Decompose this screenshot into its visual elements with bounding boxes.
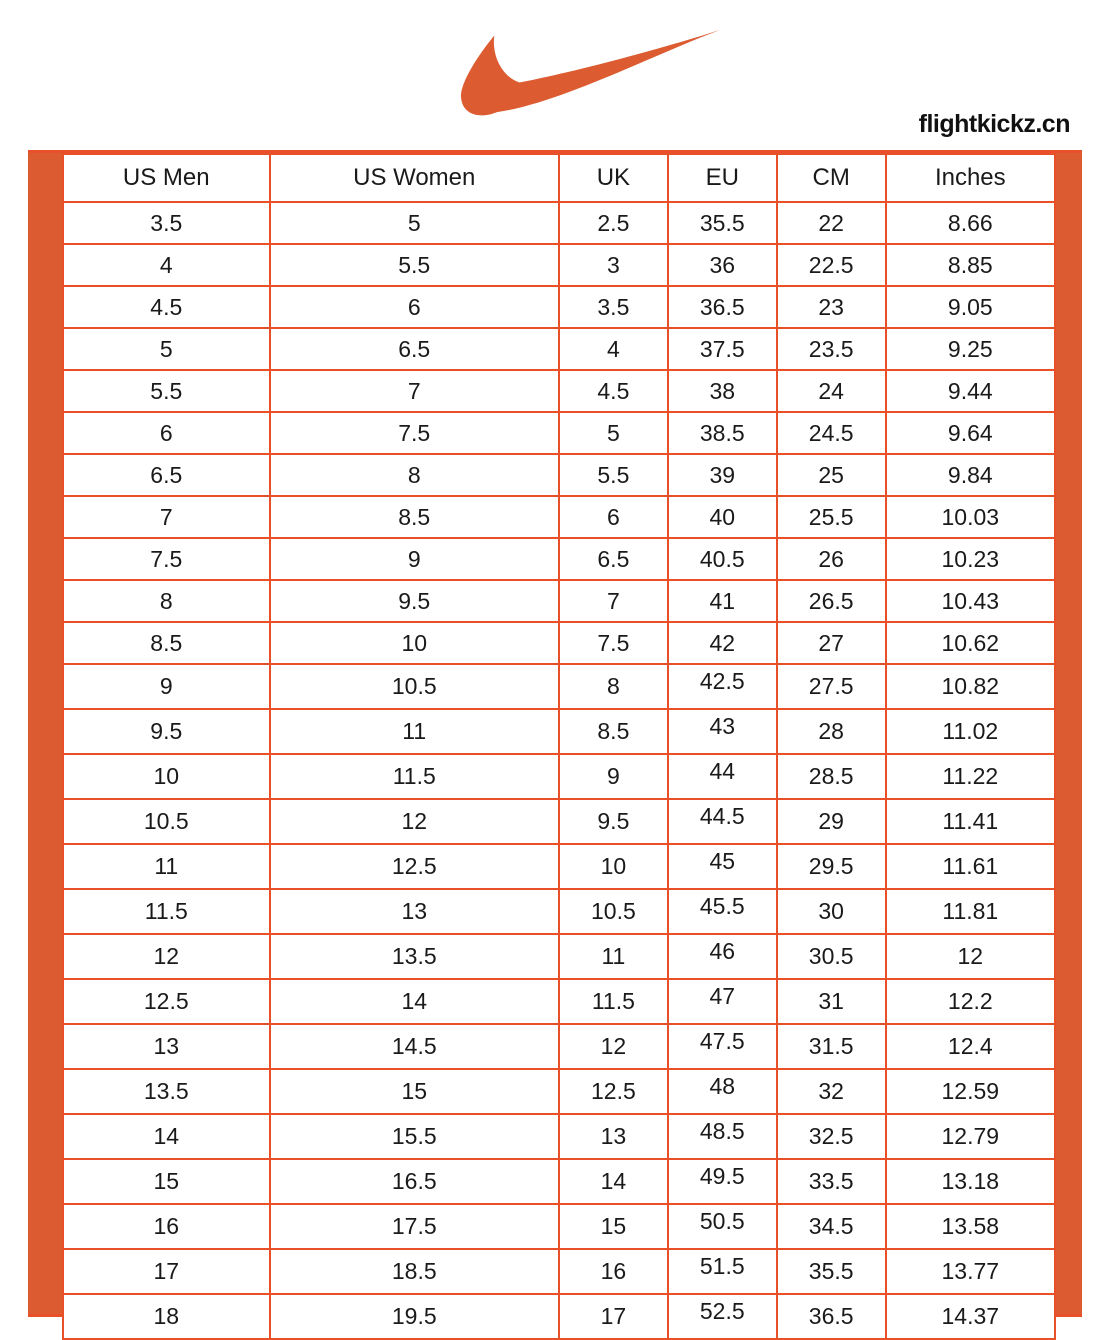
size-cell-eu: 43 [668,709,777,754]
size-cell-eu: 35.5 [668,202,777,244]
size-cell-cm: 36.5 [777,1294,886,1339]
column-header-us-women: US Women [270,154,559,202]
table-row [63,1159,1055,1204]
size-cell-us-women: 18.5 [270,1249,559,1294]
size-cell-us-women: 13.5 [270,934,559,979]
size-cell-uk: 9.5 [559,799,668,844]
size-cell-eu: 44 [668,754,777,799]
size-cell-us-women: 6 [270,286,559,328]
size-cell-us-women: 10 [270,622,559,664]
size-cell-us-men: 4 [63,244,270,286]
size-cell-eu: 37.5 [668,328,777,370]
size-cell-cm: 28.5 [777,754,886,799]
nike-swoosh-logo [452,28,722,122]
size-cell-us-men: 14 [63,1114,270,1159]
size-cell-us-men: 11 [63,844,270,889]
size-cell-us-women: 14 [270,979,559,1024]
table-row [63,1069,1055,1114]
table-row [63,844,1055,889]
table-row [63,979,1055,1024]
column-header-uk: UK [559,154,668,202]
table-body [63,202,1055,1339]
size-cell-cm: 30 [777,889,886,934]
table-row [63,1204,1055,1249]
table-row [63,799,1055,844]
size-cell-inches: 10.43 [886,580,1055,622]
size-cell-eu: 47.5 [668,1024,777,1069]
size-cell-us-women: 12.5 [270,844,559,889]
size-cell-us-women: 19.5 [270,1294,559,1339]
size-cell-inches: 10.03 [886,496,1055,538]
table-row [63,934,1055,979]
size-cell-cm: 22.5 [777,244,886,286]
size-cell-uk: 10.5 [559,889,668,934]
size-cell-us-women: 8.5 [270,496,559,538]
size-cell-us-men: 15 [63,1159,270,1204]
size-cell-uk: 3 [559,244,668,286]
table-row [63,496,1055,538]
size-cell-us-women: 12 [270,799,559,844]
size-cell-cm: 24.5 [777,412,886,454]
table-row [63,1294,1055,1339]
size-cell-eu: 46 [668,934,777,979]
size-cell-us-men: 9 [63,664,270,709]
size-cell-uk: 17 [559,1294,668,1339]
size-cell-uk: 4.5 [559,370,668,412]
size-cell-us-women: 9.5 [270,580,559,622]
size-cell-inches: 12.2 [886,979,1055,1024]
size-cell-eu: 42.5 [668,664,777,709]
size-cell-uk: 7.5 [559,622,668,664]
size-cell-cm: 23 [777,286,886,328]
size-cell-us-women: 15 [270,1069,559,1114]
column-header-inches: Inches [886,154,1055,202]
size-cell-cm: 28 [777,709,886,754]
size-cell-us-men: 13 [63,1024,270,1069]
size-cell-us-men: 11.5 [63,889,270,934]
column-header-us-men: US Men [63,154,270,202]
size-cell-eu: 51.5 [668,1249,777,1294]
size-cell-us-men: 12.5 [63,979,270,1024]
size-cell-inches: 12.59 [886,1069,1055,1114]
size-cell-eu: 38.5 [668,412,777,454]
size-cell-inches: 12.4 [886,1024,1055,1069]
size-cell-inches: 13.58 [886,1204,1055,1249]
size-cell-us-men: 5.5 [63,370,270,412]
size-cell-inches: 11.81 [886,889,1055,934]
size-cell-eu: 45 [668,844,777,889]
size-cell-eu: 47 [668,979,777,1024]
size-cell-eu: 40 [668,496,777,538]
table-row [63,889,1055,934]
size-cell-us-women: 7 [270,370,559,412]
size-cell-cm: 26 [777,538,886,580]
size-cell-us-men: 13.5 [63,1069,270,1114]
size-cell-cm: 33.5 [777,1159,886,1204]
size-cell-uk: 5 [559,412,668,454]
header-row [63,154,1055,202]
size-cell-inches: 13.77 [886,1249,1055,1294]
size-cell-cm: 30.5 [777,934,886,979]
size-cell-us-men: 6 [63,412,270,454]
size-cell-uk: 2.5 [559,202,668,244]
size-cell-cm: 29.5 [777,844,886,889]
table-row [63,709,1055,754]
size-cell-inches: 10.23 [886,538,1055,580]
size-cell-inches: 9.05 [886,286,1055,328]
size-cell-eu: 52.5 [668,1294,777,1339]
size-cell-us-women: 8 [270,454,559,496]
size-cell-us-men: 10.5 [63,799,270,844]
size-cell-us-men: 4.5 [63,286,270,328]
size-cell-us-men: 8 [63,580,270,622]
column-header-eu: EU [668,154,777,202]
size-cell-uk: 13 [559,1114,668,1159]
table-row [63,754,1055,799]
table-row [63,580,1055,622]
table-row [63,1249,1055,1294]
size-cell-us-men: 12 [63,934,270,979]
size-cell-uk: 6.5 [559,538,668,580]
size-cell-inches: 9.25 [886,328,1055,370]
table-row [63,286,1055,328]
size-cell-us-men: 5 [63,328,270,370]
size-cell-us-men: 6.5 [63,454,270,496]
size-cell-uk: 8 [559,664,668,709]
size-cell-cm: 26.5 [777,580,886,622]
size-cell-inches: 9.64 [886,412,1055,454]
size-cell-us-men: 7 [63,496,270,538]
size-cell-uk: 12.5 [559,1069,668,1114]
size-cell-us-men: 8.5 [63,622,270,664]
size-cell-inches: 8.85 [886,244,1055,286]
size-cell-us-women: 10.5 [270,664,559,709]
table-row [63,454,1055,496]
table-header [63,154,1055,202]
size-chart-table [62,153,1056,1340]
size-cell-us-women: 6.5 [270,328,559,370]
size-cell-eu: 44.5 [668,799,777,844]
size-cell-uk: 11 [559,934,668,979]
size-cell-us-women: 5 [270,202,559,244]
website-label: flightkickz.cn [918,110,1070,138]
size-cell-uk: 11.5 [559,979,668,1024]
size-cell-inches: 13.18 [886,1159,1055,1204]
size-cell-uk: 16 [559,1249,668,1294]
size-cell-inches: 11.41 [886,799,1055,844]
size-cell-eu: 45.5 [668,889,777,934]
size-cell-us-women: 11 [270,709,559,754]
size-cell-eu: 40.5 [668,538,777,580]
size-cell-uk: 5.5 [559,454,668,496]
table-row [63,244,1055,286]
size-cell-eu: 39 [668,454,777,496]
size-cell-cm: 25 [777,454,886,496]
size-cell-us-women: 5.5 [270,244,559,286]
size-cell-eu: 49.5 [668,1159,777,1204]
size-cell-us-women: 13 [270,889,559,934]
size-cell-us-women: 9 [270,538,559,580]
size-cell-inches: 12.79 [886,1114,1055,1159]
size-cell-inches: 14.37 [886,1294,1055,1339]
size-cell-inches: 10.62 [886,622,1055,664]
size-cell-inches: 9.44 [886,370,1055,412]
size-cell-uk: 8.5 [559,709,668,754]
size-cell-inches: 11.61 [886,844,1055,889]
size-cell-us-men: 3.5 [63,202,270,244]
size-cell-cm: 34.5 [777,1204,886,1249]
size-cell-us-men: 10 [63,754,270,799]
table-row [63,1024,1055,1069]
size-cell-uk: 14 [559,1159,668,1204]
size-cell-eu: 48.5 [668,1114,777,1159]
size-cell-uk: 3.5 [559,286,668,328]
table-row [63,664,1055,709]
table-row [63,370,1055,412]
table-row [63,328,1055,370]
table-row [63,538,1055,580]
size-cell-uk: 9 [559,754,668,799]
size-cell-inches: 11.02 [886,709,1055,754]
table-row [63,412,1055,454]
right-accent-bar [1056,153,1082,1314]
size-cell-uk: 15 [559,1204,668,1249]
size-cell-eu: 50.5 [668,1204,777,1249]
column-header-cm: CM [777,154,886,202]
size-cell-cm: 23.5 [777,328,886,370]
table-row [63,202,1055,244]
size-cell-cm: 24 [777,370,886,412]
size-cell-uk: 4 [559,328,668,370]
size-cell-eu: 48 [668,1069,777,1114]
size-cell-cm: 31 [777,979,886,1024]
size-cell-cm: 29 [777,799,886,844]
size-cell-inches: 8.66 [886,202,1055,244]
size-cell-uk: 6 [559,496,668,538]
size-cell-eu: 42 [668,622,777,664]
size-cell-inches: 9.84 [886,454,1055,496]
size-cell-cm: 25.5 [777,496,886,538]
size-cell-eu: 36.5 [668,286,777,328]
size-cell-cm: 27 [777,622,886,664]
size-cell-cm: 32 [777,1069,886,1114]
size-cell-us-women: 16.5 [270,1159,559,1204]
size-chart-frame [28,150,1082,1329]
size-cell-us-women: 11.5 [270,754,559,799]
size-cell-us-men: 9.5 [63,709,270,754]
table-row [63,1114,1055,1159]
size-cell-us-women: 14.5 [270,1024,559,1069]
size-cell-cm: 31.5 [777,1024,886,1069]
size-cell-us-women: 15.5 [270,1114,559,1159]
size-cell-us-men: 18 [63,1294,270,1339]
size-cell-inches: 11.22 [886,754,1055,799]
size-cell-eu: 41 [668,580,777,622]
size-cell-cm: 32.5 [777,1114,886,1159]
size-cell-us-men: 17 [63,1249,270,1294]
size-cell-us-women: 17.5 [270,1204,559,1249]
swoosh-icon [452,28,722,122]
size-cell-cm: 35.5 [777,1249,886,1294]
size-cell-us-women: 7.5 [270,412,559,454]
size-cell-inches: 12 [886,934,1055,979]
size-cell-uk: 10 [559,844,668,889]
size-cell-us-men: 7.5 [63,538,270,580]
size-cell-uk: 7 [559,580,668,622]
size-cell-us-men: 16 [63,1204,270,1249]
table-row [63,622,1055,664]
size-cell-inches: 10.82 [886,664,1055,709]
size-cell-eu: 36 [668,244,777,286]
size-cell-eu: 38 [668,370,777,412]
size-cell-uk: 12 [559,1024,668,1069]
size-cell-cm: 27.5 [777,664,886,709]
left-accent-bar [28,153,62,1314]
size-cell-cm: 22 [777,202,886,244]
